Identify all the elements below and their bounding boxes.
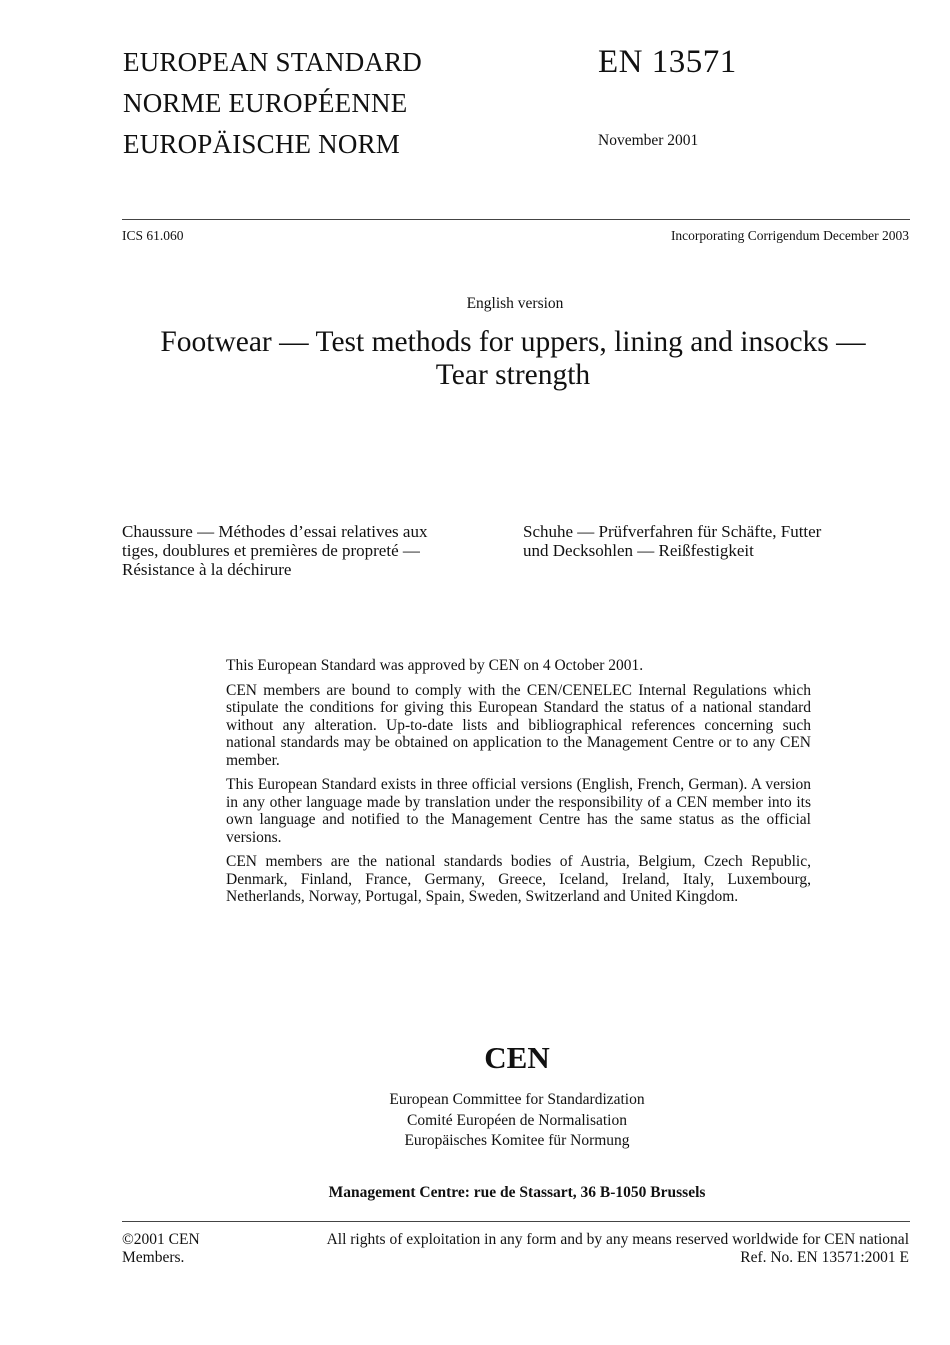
german-title-line: Schuhe — Prüfverfahren für Schäfte, Futter (523, 522, 822, 541)
approval-paragraph: This European Standard was approved by CEN on 4 October 2001. (226, 657, 644, 674)
copyright (122, 1231, 200, 1266)
footer-divider (122, 1221, 910, 1222)
german-title (523, 522, 821, 560)
publication-date: November 2001 (598, 132, 699, 149)
french-title (122, 522, 427, 579)
copyright-line-1: ©2001 CEN (122, 1231, 200, 1248)
document-title (118, 326, 908, 392)
heading-de: EUROPÄISCHE NORM (123, 129, 400, 159)
cen-logo: CEN (484, 1040, 550, 1075)
language-version: English version (466, 295, 564, 312)
title-line-2: Tear strength (435, 359, 591, 391)
obligations-paragraph: CEN members are bound to comply with the CEN/CENELEC Internal Regulations which stipulate the conditions for giving this European Standard the status of a national standard without any alteration. Up-to-date lists and bibliographical references concerning such national standards may be obtained on application to the Management Centre or to any CEN member. (226, 681, 811, 769)
versions-paragraph: This European Standard exists in three official versions (English, French, German). A version in any other language made by translation under the responsibility of a CEN member into its own language and notified to the Management Centre has the same status as the official versions. (226, 776, 811, 846)
rights-text: All rights of exploitation in any form and by any means reserved worldwide for CEN national (326, 1231, 909, 1248)
french-title-line: Résistance à la déchirure (122, 560, 292, 579)
german-title-line: und Decksohlen — Reißfestigkeit (523, 541, 754, 560)
title-line-1: Footwear — Test methods for uppers, lining and insocks — (160, 326, 866, 358)
standard-number: EN 13571 (598, 44, 737, 80)
committee-name-fr: Comité Européen de Normalisation (407, 1111, 627, 1129)
corrigendum-note: Incorporating Corrigendum December 2003 (670, 228, 909, 243)
management-centre-address: Management Centre: rue de Stassart, 36 B-1050 Brussels (328, 1184, 706, 1201)
committee-names (0, 1090, 950, 1152)
heading-fr: NORME EUROPÉENNE (123, 88, 408, 118)
members-paragraph: CEN members are the national standards bodies of Austria, Belgium, Czech Republic, Denmark, Finland, France, Germany, Greece, Iceland, Ireland, Italy, Luxembourg, Netherlands, Norway, Portugal, Spain, Sweden, Switzerland and United Kingdom. (226, 853, 811, 905)
standard-type-heading (123, 42, 422, 165)
approval-text (226, 657, 811, 913)
committee-name-de: Europäisches Komitee für Normung (404, 1132, 630, 1149)
ics-code: ICS 61.060 (122, 228, 184, 243)
rights-notice (327, 1231, 909, 1266)
committee-name-en: European Committee for Standardization (389, 1091, 645, 1108)
reference-number: Ref. No. EN 13571:2001 E (740, 1248, 909, 1266)
french-title-line: Chaussure — Méthodes d’essai relatives aux (122, 522, 428, 541)
copyright-line-2: Members. (122, 1248, 185, 1266)
heading-en: EUROPEAN STANDARD (123, 47, 423, 77)
french-title-line: tiges, doublures et premières de propreté — (122, 541, 420, 560)
top-divider (122, 219, 910, 220)
